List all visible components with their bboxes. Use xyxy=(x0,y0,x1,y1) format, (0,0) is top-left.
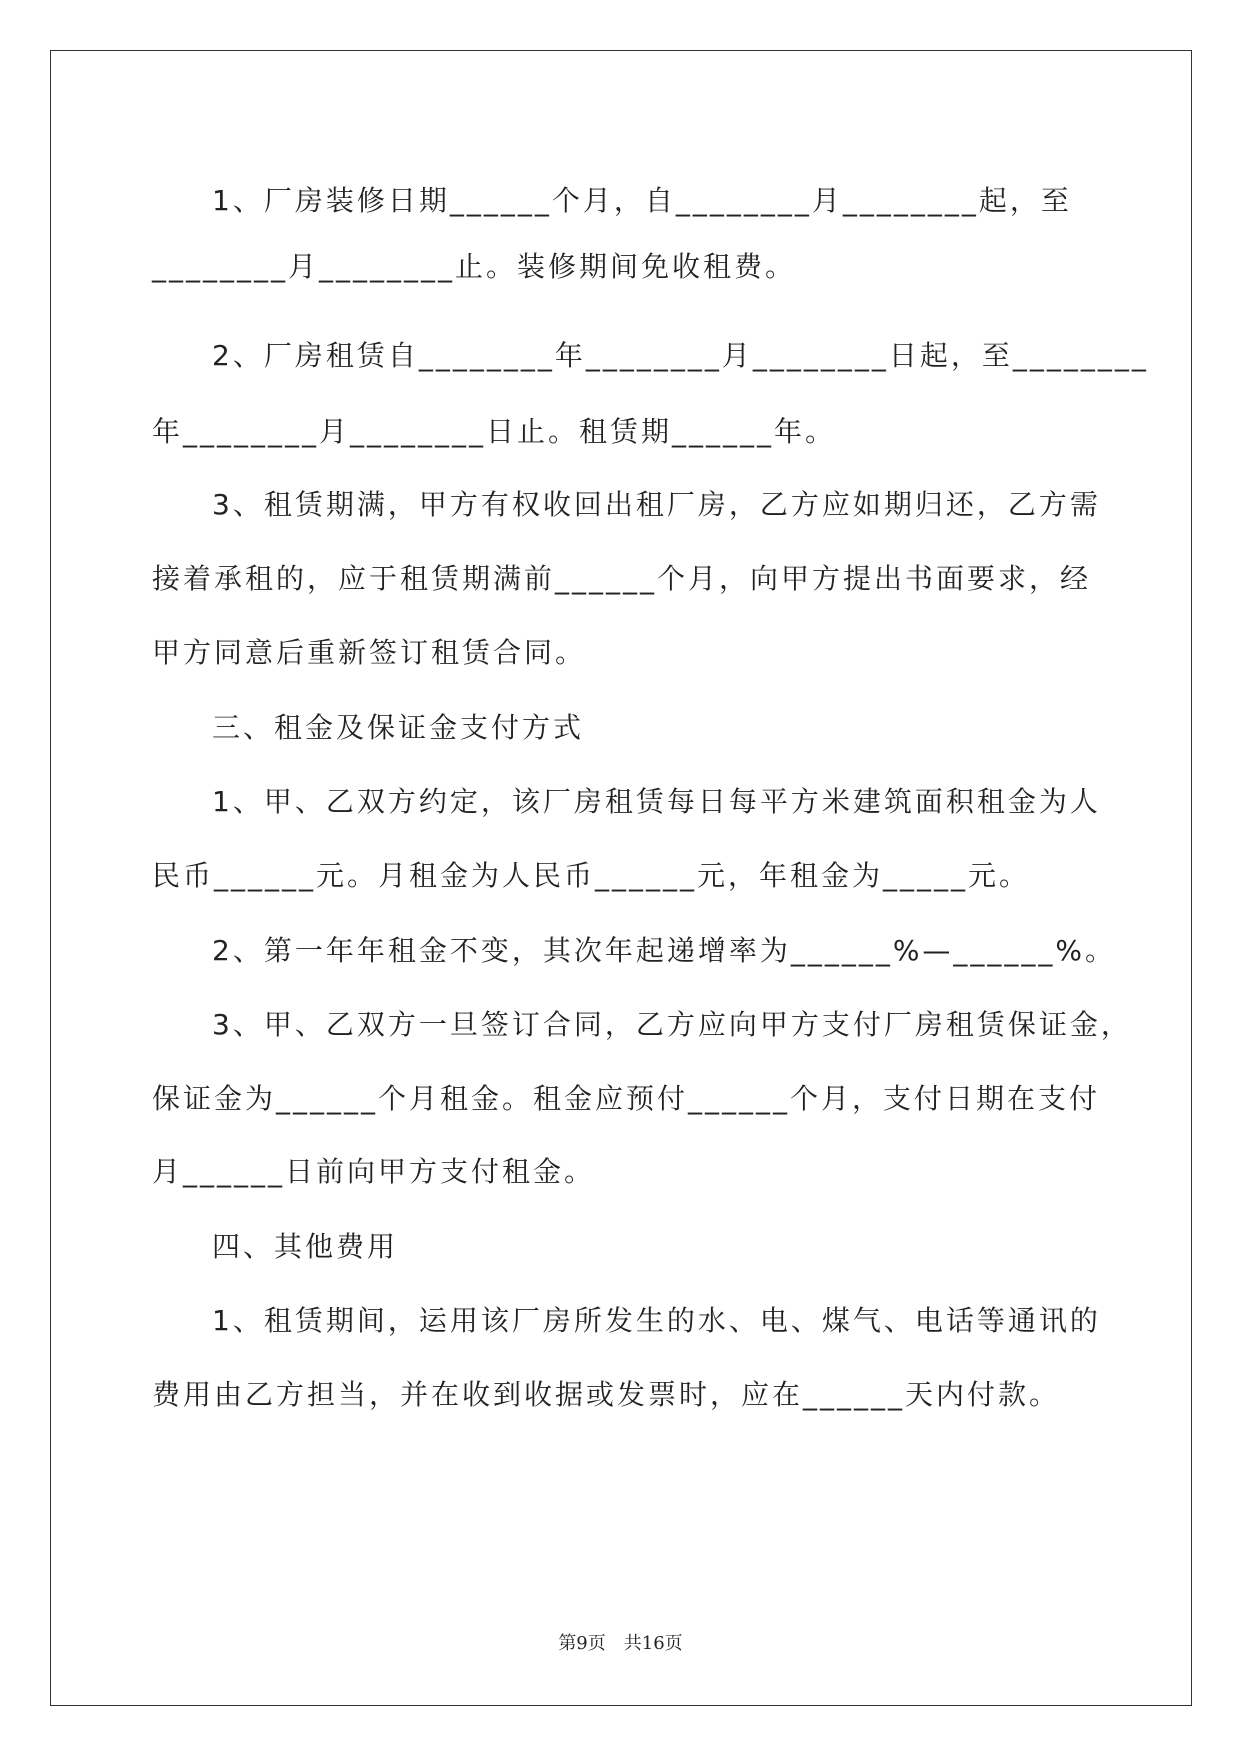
paragraph-line: 甲方同意后重新签订租赁合同。 xyxy=(152,636,587,669)
paragraph-line: 1、厂房装修日期______个月，自________月________起，至 xyxy=(212,184,1072,217)
paragraph-line: 1、甲、乙双方约定，该厂房租赁每日每平方米建筑面积租金为人 xyxy=(212,785,1101,818)
section-heading: 三、租金及保证金支付方式 xyxy=(212,711,585,744)
paragraph-line: 年________月________日止。租赁期______年。 xyxy=(152,415,837,448)
page-number: 第9页 共16页 xyxy=(558,1633,683,1654)
paragraph-line: ________月________止。装修期间免收租费。 xyxy=(152,250,797,283)
paragraph-line: 月______日前向甲方支付租金。 xyxy=(152,1155,596,1188)
paragraph-line: 保证金为______个月租金。租金应预付______个月，支付日期在支付 xyxy=(152,1082,1101,1115)
paragraph-line: 1、租赁期间，运用该厂房所发生的水、电、煤气、电话等通讯的 xyxy=(212,1304,1101,1337)
paragraph-line: 接着承租的，应于租赁期满前______个月，向甲方提出书面要求，经 xyxy=(152,562,1092,595)
paragraph-line: 3、甲、乙双方一旦签订合同，乙方应向甲方支付厂房租赁保证金， xyxy=(212,1008,1132,1041)
paragraph-line: 费用由乙方担当，并在收到收据或发票时，应在______天内付款。 xyxy=(152,1378,1061,1411)
paragraph-line: 2、第一年年租金不变，其次年起递增率为______%—______%。 xyxy=(212,934,1117,967)
document-body xyxy=(152,160,1149,1424)
paragraph-line: 2、厂房租赁自________年________月________日起，至________ xyxy=(212,339,1149,372)
paragraph-line: 民币______元。月租金为人民币______元，年租金为_____元。 xyxy=(152,859,1031,892)
paragraph-line: 3、租赁期满，甲方有权收回出租厂房，乙方应如期归还，乙方需 xyxy=(212,488,1101,521)
section-heading: 四、其他费用 xyxy=(212,1230,399,1263)
